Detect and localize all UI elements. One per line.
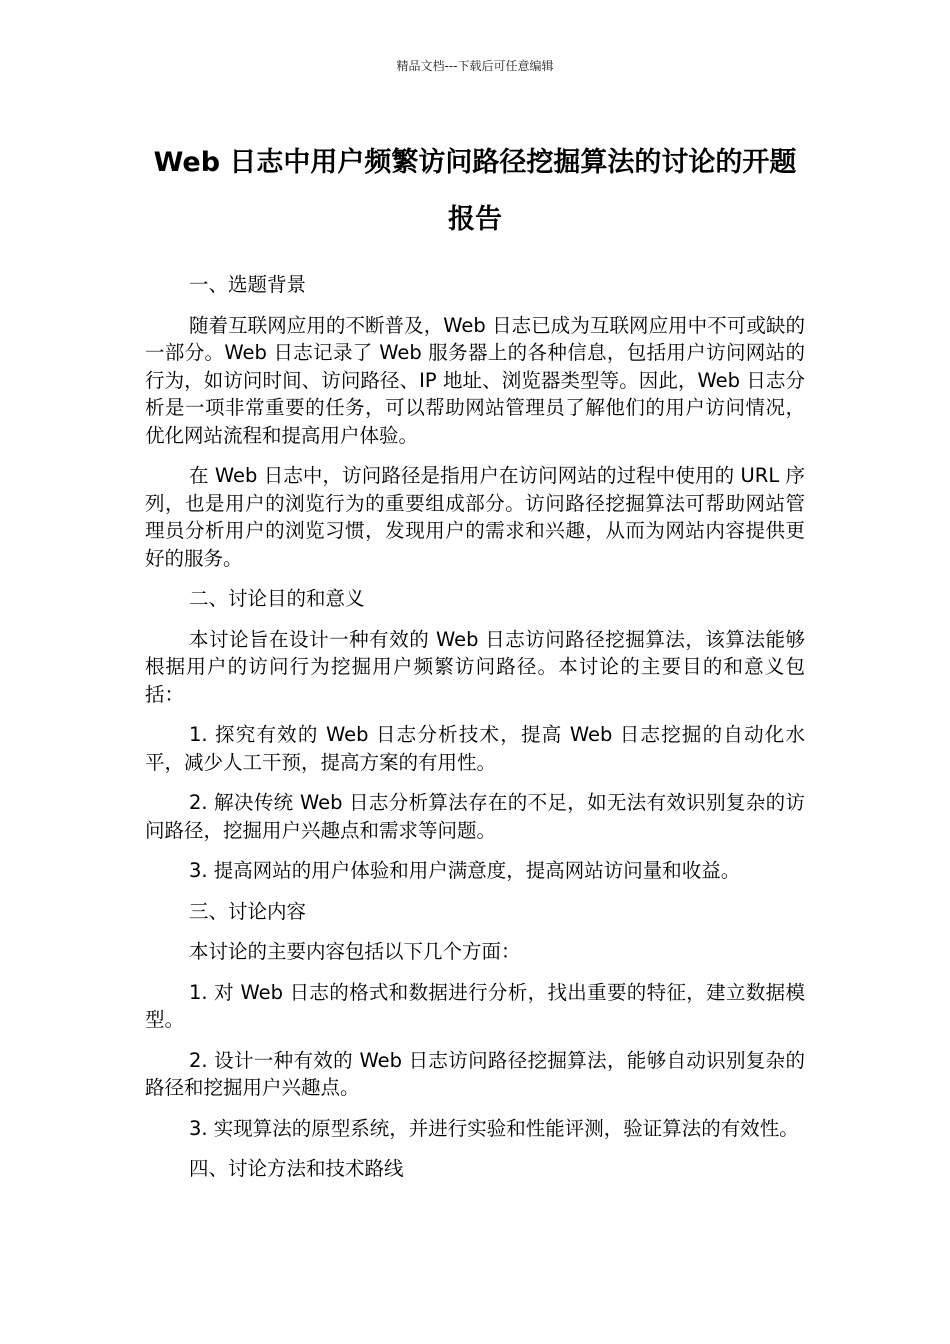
paragraph-content-intro: 本讨论的主要内容包括以下几个方面： <box>189 940 521 963</box>
document-body <box>145 271 805 1196</box>
list-item-purpose-1: 1. 探究有效的 Web 日志分析技术，提高 Web 日志挖掘的自动化水平，减少人工干预，提高方案的有用性。 <box>145 723 805 774</box>
section-heading-background: 一、选题背景 <box>189 273 307 296</box>
list-item-content-3: 3. 实现算法的原型系统，并进行实验和性能评测，验证算法的有效性。 <box>189 1116 799 1140</box>
list-item-content-2: 2. 设计一种有效的 Web 日志访问路径挖掘算法，能够自动识别复杂的路径和挖掘用户兴趣点。 <box>145 1048 805 1099</box>
document-title: Web 日志中用户频繁访问路径挖掘算法的讨论的开题报告 <box>153 147 797 235</box>
list-item-purpose-2: 2. 解决传统 Web 日志分析算法存在的不足，如无法有效识别复杂的访问路径，挖掘用户兴趣点和需求等问题。 <box>145 791 805 842</box>
paragraph-purpose-intro: 本讨论旨在设计一种有效的 Web 日志访问路径挖掘算法，该算法能够根据用户的访问行为挖掘用户频繁访问路径。本讨论的主要目的和意义包括： <box>145 627 805 706</box>
paragraph-background-1: 随着互联网应用的不断普及，Web 日志已成为互联网应用中不可或缺的一部分。Web 日志记录了 Web 服务器上的各种信息，包括用户访问网站的行为，如访问时间、访问路径、IP 地址、浏览器类型等。因此，Web 日志分析是一项非常重要的任务，可以帮助网站管理员了解他们的用户访问情况，优化网站流程和提高用户体验。 <box>145 313 805 447</box>
section-heading-purpose: 二、讨论目的和意义 <box>189 587 365 610</box>
paragraph-background-2: 在 Web 日志中，访问路径是指用户在访问网站的过程中使用的 URL 序列，也是用户的浏览行为的重要组成部分。访问路径挖掘算法可帮助网站管理员分析用户的浏览习惯，发现用户的需求和兴趣，从而为网站内容提供更好的服务。 <box>145 464 805 570</box>
section-heading-method: 四、讨论方法和技术路线 <box>189 1157 404 1180</box>
list-item-purpose-3: 3. 提高网站的用户体验和用户满意度，提高网站访问量和收益。 <box>189 859 741 882</box>
list-item-content-1: 1. 对 Web 日志的格式和数据进行分析，找出重要的特征，建立数据模型。 <box>145 980 805 1031</box>
page-header: 精品文档---下载后可任意编辑 <box>396 59 554 73</box>
section-heading-content: 三、讨论内容 <box>189 899 307 923</box>
